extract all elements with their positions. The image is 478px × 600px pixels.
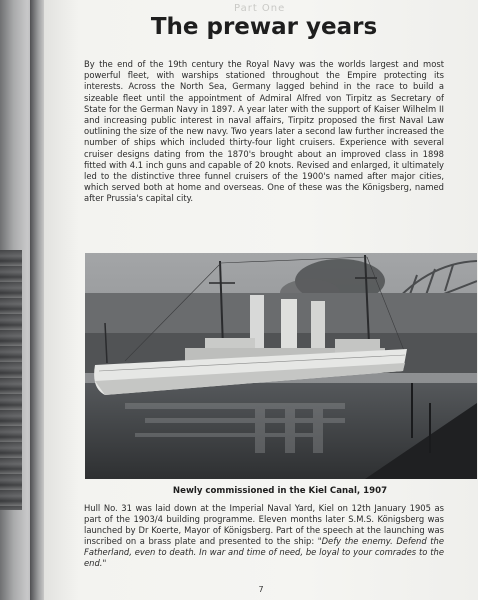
part-label: Part One	[234, 3, 286, 14]
launch-speech-quote: "Defy the enemy. Defend the Fatherland, even to death. In war and time of need, be loyal to your comrades to the end."	[84, 536, 444, 568]
ship-photograph	[85, 253, 477, 479]
book-page	[44, 0, 478, 600]
photo-caption: Newly commissioned in the Kiel Canal, 1907	[172, 486, 388, 496]
page-number: 7	[258, 585, 264, 594]
cruiser-in-canal-image	[85, 253, 477, 479]
left-page-photo-fragment	[0, 250, 22, 510]
second-paragraph	[84, 503, 444, 569]
left-page-edge	[0, 0, 34, 600]
intro-paragraph: By the end of the 19th century the Royal Navy was the worlds largest and most powerful fleet, with warships stationed throughout the Empire protecting its interests. Across the North Sea, Germany lagged behind in the race to build a sizeable fleet until the appointment of Admiral Alfred von Tirpitz as Secretary of State for the German Navy in 1897. A year later with the support of Kaiser Wilhelm II and increasing public interest in naval affairs, Tirpitz proposed the first Naval Law outlining the size of the new navy. Two years later a second law further increased the number of ships which included thirty-four light cruisers. Experience with several cruiser designs dating from the 1870's brought about an improved class in 1898 fitted with 4.1 inch guns and capable of 20 knots. Revised and enlarged, it ultimately led to the distinctive three funnel cruisers of the 1900's named after major cities, which served both at home and overseas. One of these was the Königsberg, named after Prussia's capital city.	[84, 59, 444, 204]
second-paragraph-text: Hull No. 31 was laid down at the Imperial Naval Yard, Kiel on 12th January 1905 as part of the 1903/4 building programme. Eleven months later S.M.S. Königsberg was launched by Dr Koerte, Mayor of Königsberg. Part of the speech at the launching was inscribed on a brass plate and presented to the ship:	[84, 503, 444, 546]
page-title: The prewar years	[150, 14, 378, 40]
